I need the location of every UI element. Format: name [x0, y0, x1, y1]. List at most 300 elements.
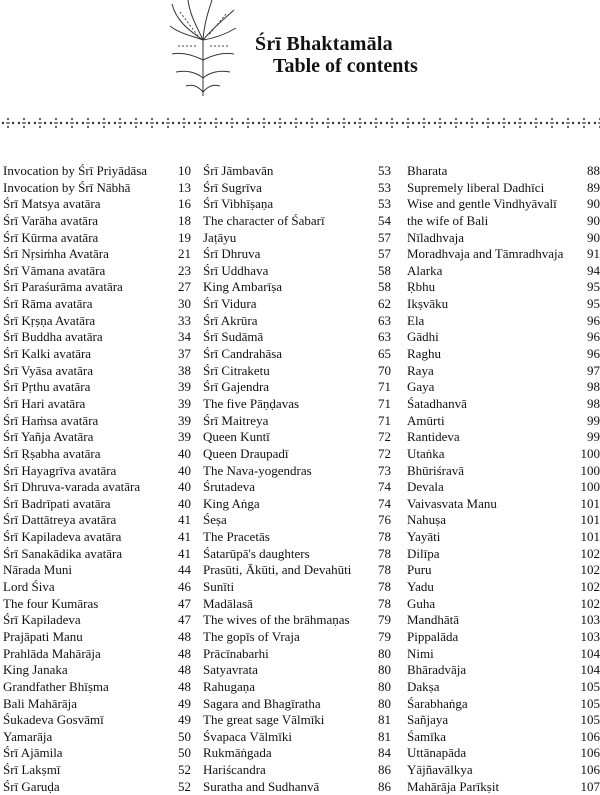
entry-page-number: 63: [378, 313, 391, 330]
entry-page-number: 104: [581, 646, 600, 663]
entry-title: Rukmāṅgada: [203, 745, 272, 762]
toc-entry: [203, 180, 391, 197]
entry-title: Yayāti: [407, 529, 440, 546]
toc-entry: [407, 296, 600, 313]
entry-title: Śrī Dhruva: [203, 246, 260, 263]
entry-page-number: 73: [378, 463, 391, 480]
entry-page-number: 50: [178, 745, 191, 762]
toc-entry: [407, 446, 600, 463]
flower-illustration: [168, 0, 238, 98]
entry-page-number: 97: [587, 363, 600, 380]
entry-title: Śrī Dattātreya avatāra: [3, 512, 116, 529]
entry-page-number: 39: [178, 413, 191, 430]
entry-title: Jaṭāyu: [203, 230, 236, 247]
entry-title: Śrī Vāmana avatāra: [3, 263, 105, 280]
entry-title: Amūrti: [407, 413, 445, 430]
entry-title: Yadu: [407, 579, 434, 596]
entry-page-number: 40: [178, 496, 191, 513]
entry-title: The wives of the brāhmaṇas: [203, 612, 350, 629]
entry-title: King Janaka: [3, 662, 68, 679]
entry-page-number: 19: [178, 230, 191, 247]
entry-title: Wise and gentle Vindhyāvalī: [407, 196, 557, 213]
entry-page-number: 16: [178, 196, 191, 213]
toc-entry: [203, 496, 391, 513]
toc-entry: [407, 546, 600, 563]
toc-entry: [3, 529, 191, 546]
toc-entry: [203, 612, 391, 629]
entry-page-number: 80: [378, 662, 391, 679]
toc-entry: [407, 646, 600, 663]
entry-page-number: 52: [178, 762, 191, 779]
entry-title: Nārada Muni: [3, 562, 72, 579]
toc-entry: [203, 712, 391, 729]
entry-page-number: 78: [378, 579, 391, 596]
entry-page-number: 76: [378, 512, 391, 529]
entry-page-number: 72: [378, 446, 391, 463]
toc-entry: [407, 279, 600, 296]
entry-page-number: 39: [178, 429, 191, 446]
toc-entry: [203, 579, 391, 596]
entry-page-number: 102: [581, 546, 600, 563]
entry-page-number: 27: [178, 279, 191, 296]
toc-entry: [3, 263, 191, 280]
entry-title: Bhāradvāja: [407, 662, 466, 679]
entry-page-number: 81: [378, 712, 391, 729]
toc-entry: [407, 612, 600, 629]
entry-page-number: 86: [378, 779, 391, 795]
entry-title: Sunīti: [203, 579, 234, 596]
entry-title: Puru: [407, 562, 432, 579]
toc-entry: [3, 446, 191, 463]
entry-title: Moradhvaja and Tāmradhvaja: [407, 246, 563, 263]
entry-page-number: 47: [178, 612, 191, 629]
toc-entry: [407, 745, 600, 762]
toc-entry: [203, 263, 391, 280]
entry-title: Śrī Kūrma avatāra: [3, 230, 98, 247]
entry-page-number: 101: [581, 529, 600, 546]
entry-page-number: 52: [178, 779, 191, 795]
toc-entry: [203, 230, 391, 247]
entry-page-number: 71: [378, 396, 391, 413]
entry-title: Alarka: [407, 263, 442, 280]
entry-page-number: 58: [378, 279, 391, 296]
toc-entry: [203, 479, 391, 496]
toc-entry: [203, 679, 391, 696]
toc-entry: [203, 629, 391, 646]
entry-title: Raya: [407, 363, 434, 380]
entry-page-number: 98: [587, 379, 600, 396]
toc-entry: [3, 596, 191, 613]
entry-title: The character of Śabarī: [203, 213, 325, 230]
entry-page-number: 71: [378, 379, 391, 396]
entry-title: Dilīpa: [407, 546, 440, 563]
entry-page-number: 41: [178, 546, 191, 563]
entry-title: Bali Mahārāja: [3, 696, 77, 713]
page-title: Table of contents: [273, 55, 418, 78]
entry-title: Śrī Hari avatāra: [3, 396, 85, 413]
entry-title: Śrī Haṁsa avatāra: [3, 413, 98, 430]
toc-entry: [407, 779, 600, 795]
entry-page-number: 104: [581, 662, 600, 679]
entry-title: Śrī Vidura: [203, 296, 257, 313]
entry-title: King Aṅga: [203, 496, 260, 513]
toc-entry: [203, 163, 391, 180]
entry-page-number: 78: [378, 546, 391, 563]
entry-title: Sagara and Bhagīratha: [203, 696, 321, 713]
entry-page-number: 50: [178, 729, 191, 746]
entry-title: The gopīs of Vraja: [203, 629, 300, 646]
entry-page-number: 100: [581, 479, 600, 496]
entry-page-number: 96: [587, 346, 600, 363]
toc-entry: [203, 196, 391, 213]
entry-page-number: 90: [587, 196, 600, 213]
entry-title: Queen Kuntī: [203, 429, 270, 446]
entry-page-number: 53: [378, 196, 391, 213]
toc-entry: [3, 679, 191, 696]
entry-page-number: 72: [378, 429, 391, 446]
entry-page-number: 39: [178, 379, 191, 396]
entry-title: Śrī Hayagrīva avatāra: [3, 463, 116, 480]
toc-entry: [203, 512, 391, 529]
entry-page-number: 95: [587, 296, 600, 313]
toc-entry: [203, 646, 391, 663]
entry-title: Śrī Lakṣmī: [3, 762, 60, 779]
entry-page-number: 40: [178, 463, 191, 480]
toc-entry: [3, 329, 191, 346]
entry-title: Śrī Citraketu: [203, 363, 270, 380]
entry-page-number: 10: [178, 163, 191, 180]
contents-column-3: [407, 163, 600, 795]
entry-page-number: 106: [581, 745, 600, 762]
entry-title: Śatarūpā's daughters: [203, 546, 310, 563]
entry-page-number: 71: [378, 413, 391, 430]
toc-entry: [3, 246, 191, 263]
entry-title: Śamīka: [407, 729, 446, 746]
entry-title: Śrī Garuḍa: [3, 779, 60, 795]
toc-entry: [3, 346, 191, 363]
toc-entry: [3, 163, 191, 180]
toc-entry: [3, 579, 191, 596]
entry-title: Śrī Paraśurāma avatāra: [3, 279, 123, 296]
entry-page-number: 106: [581, 729, 600, 746]
entry-page-number: 44: [178, 562, 191, 579]
toc-entry: [203, 313, 391, 330]
toc-entry: [3, 512, 191, 529]
entry-page-number: 57: [378, 246, 391, 263]
entry-page-number: 88: [587, 163, 600, 180]
entry-page-number: 74: [378, 496, 391, 513]
entry-title: Śrī Sudāmā: [203, 329, 263, 346]
entry-title: Śrī Ajāmila: [3, 745, 63, 762]
toc-entry: [203, 413, 391, 430]
toc-entry: [3, 496, 191, 513]
entry-title: Śrī Buddha avatāra: [3, 329, 103, 346]
entry-title: The five Pāṇḍavas: [203, 396, 299, 413]
entry-title: Guha: [407, 596, 435, 613]
entry-page-number: 86: [378, 762, 391, 779]
entry-title: Gaya: [407, 379, 434, 396]
toc-entry: [203, 329, 391, 346]
entry-title: Queen Draupadī: [203, 446, 289, 463]
entry-page-number: 100: [581, 446, 600, 463]
toc-entry: [407, 413, 600, 430]
entry-page-number: 105: [581, 712, 600, 729]
entry-title: Śrī Yañja Avatāra: [3, 429, 93, 446]
entry-title: Śatadhanvā: [407, 396, 467, 413]
entry-page-number: 46: [178, 579, 191, 596]
entry-title: Ikṣvāku: [407, 296, 448, 313]
toc-entry: [407, 479, 600, 496]
entry-title: Suratha and Sudhanvā: [203, 779, 319, 795]
entry-title: Prajāpati Manu: [3, 629, 83, 646]
entry-title: Śrī Dhruva-varada avatāra: [3, 479, 140, 496]
toc-entry: [203, 596, 391, 613]
toc-entry: [3, 762, 191, 779]
entry-page-number: 81: [378, 729, 391, 746]
entry-title: The great sage Vālmīki: [203, 712, 324, 729]
toc-entry: [203, 246, 391, 263]
entry-title: Mandhātā: [407, 612, 459, 629]
entry-page-number: 58: [378, 263, 391, 280]
entry-title: Nimi: [407, 646, 434, 663]
toc-entry: [3, 230, 191, 247]
entry-title: Dakṣa: [407, 679, 440, 696]
entry-title: Śrī Sanakādika avatāra: [3, 546, 122, 563]
entry-page-number: 48: [178, 646, 191, 663]
entry-page-number: 98: [587, 396, 600, 413]
entry-title: The Nava-yogendras: [203, 463, 312, 480]
toc-entry: [203, 279, 391, 296]
entry-title: Lord Śiva: [3, 579, 55, 596]
entry-page-number: 102: [581, 562, 600, 579]
entry-title: Śrī Candrahāsa: [203, 346, 282, 363]
toc-entry: [407, 662, 600, 679]
toc-entry: [203, 662, 391, 679]
toc-entry: [203, 745, 391, 762]
toc-entry: [407, 429, 600, 446]
entry-page-number: 79: [378, 612, 391, 629]
entry-page-number: 53: [378, 180, 391, 197]
toc-entry: [407, 512, 600, 529]
toc-entry: [407, 529, 600, 546]
toc-entry: [407, 679, 600, 696]
entry-page-number: 95: [587, 279, 600, 296]
entry-page-number: 21: [178, 246, 191, 263]
entry-page-number: 78: [378, 596, 391, 613]
toc-entry: [3, 429, 191, 446]
toc-entry: [203, 529, 391, 546]
book-title: Śrī Bhaktamāla: [255, 33, 393, 56]
entry-page-number: 94: [587, 263, 600, 280]
toc-entry: [407, 263, 600, 280]
entry-page-number: 37: [178, 346, 191, 363]
entry-page-number: 49: [178, 712, 191, 729]
toc-entry: [203, 546, 391, 563]
entry-title: King Ambarīṣa: [203, 279, 282, 296]
entry-title: Rahugaṇa: [203, 679, 255, 696]
toc-entry: [3, 546, 191, 563]
entry-page-number: 99: [587, 429, 600, 446]
entry-page-number: 41: [178, 529, 191, 546]
entry-title: Śrī Pṛthu avatāra: [3, 379, 90, 396]
entry-title: Śrī Gajendra: [203, 379, 269, 396]
entry-page-number: 89: [587, 180, 600, 197]
contents-column-1: [3, 163, 191, 795]
entry-title: Grandfather Bhīṣma: [3, 679, 109, 696]
toc-entry: [203, 463, 391, 480]
toc-entry: [407, 196, 600, 213]
entry-title: Pippalāda: [407, 629, 458, 646]
entry-title: Invocation by Śrī Nābhā: [3, 180, 130, 197]
entry-title: Sañjaya: [407, 712, 448, 729]
entry-title: Hariścandra: [203, 762, 266, 779]
entry-title: Yājñavālkya: [407, 762, 473, 779]
entry-page-number: 48: [178, 662, 191, 679]
entry-page-number: 80: [378, 646, 391, 663]
toc-entry: [407, 363, 600, 380]
entry-title: Mahārāja Parīkṣit: [407, 779, 499, 795]
toc-entry: [203, 213, 391, 230]
toc-entry: [407, 163, 600, 180]
toc-entry: [3, 745, 191, 762]
toc-entry: [3, 612, 191, 629]
entry-title: Nīladhvaja: [407, 230, 464, 247]
toc-entry: [407, 313, 600, 330]
entry-title: Yamarāja: [3, 729, 52, 746]
toc-entry: [407, 329, 600, 346]
toc-entry: [3, 562, 191, 579]
toc-entry: [3, 396, 191, 413]
entry-page-number: 78: [378, 529, 391, 546]
toc-entry: [407, 496, 600, 513]
entry-page-number: 101: [581, 496, 600, 513]
entry-page-number: 23: [178, 263, 191, 280]
entry-page-number: 57: [378, 230, 391, 247]
toc-entry: [3, 379, 191, 396]
toc-entry: [407, 379, 600, 396]
entry-title: the wife of Bali: [407, 213, 488, 230]
toc-entry: [3, 213, 191, 230]
entry-page-number: 91: [587, 246, 600, 263]
toc-entry: [3, 196, 191, 213]
toc-entry: [407, 246, 600, 263]
entry-page-number: 41: [178, 512, 191, 529]
entry-page-number: 102: [581, 579, 600, 596]
toc-entry: [3, 296, 191, 313]
entry-page-number: 70: [378, 363, 391, 380]
entry-page-number: 80: [378, 679, 391, 696]
toc-entry: [203, 429, 391, 446]
entry-page-number: 34: [178, 329, 191, 346]
entry-title: Utaṅka: [407, 446, 445, 463]
entry-title: Uttānapāda: [407, 745, 466, 762]
toc-entry: [203, 346, 391, 363]
entry-title: Nahuṣa: [407, 512, 446, 529]
entry-page-number: 106: [581, 762, 600, 779]
toc-entry: [3, 479, 191, 496]
toc-entry: [407, 463, 600, 480]
entry-page-number: 65: [378, 346, 391, 363]
toc-entry: [203, 762, 391, 779]
toc-entry: [407, 346, 600, 363]
toc-entry: [407, 562, 600, 579]
entry-title: The four Kumāras: [3, 596, 98, 613]
toc-entry: [203, 379, 391, 396]
entry-title: Śrī Nṛsiṁha Avatāra: [3, 246, 109, 263]
entry-page-number: 38: [178, 363, 191, 380]
entry-page-number: 107: [581, 779, 600, 795]
toc-entry: [407, 579, 600, 596]
toc-entry: [3, 662, 191, 679]
contents-column-2: [203, 163, 391, 795]
entry-title: Rantideva: [407, 429, 460, 446]
entry-page-number: 48: [178, 679, 191, 696]
entry-title: Śvapaca Vālmīki: [203, 729, 292, 746]
entry-title: Śrī Kapiladeva avatāra: [3, 529, 121, 546]
toc-entry: [203, 729, 391, 746]
entry-page-number: 40: [178, 446, 191, 463]
entry-page-number: 90: [587, 230, 600, 247]
entry-page-number: 40: [178, 479, 191, 496]
entry-page-number: 63: [378, 329, 391, 346]
toc-entry: [3, 279, 191, 296]
entry-page-number: 39: [178, 396, 191, 413]
toc-entry: [3, 313, 191, 330]
entry-page-number: 18: [178, 213, 191, 230]
entry-page-number: 79: [378, 629, 391, 646]
toc-entry: [3, 712, 191, 729]
entry-page-number: 100: [581, 463, 600, 480]
entry-title: Śrī Jāmbavān: [203, 163, 273, 180]
toc-entry: [407, 629, 600, 646]
toc-entry: [3, 413, 191, 430]
entry-page-number: 102: [581, 596, 600, 613]
entry-title: Śrī Varāha avatāra: [3, 213, 98, 230]
toc-entry: [203, 562, 391, 579]
entry-page-number: 13: [178, 180, 191, 197]
toc-entry: [3, 646, 191, 663]
entry-page-number: 48: [178, 629, 191, 646]
entry-title: Śrī Ṛṣabha avatāra: [3, 446, 100, 463]
entry-title: Vaivasvata Manu: [407, 496, 497, 513]
entry-title: Śrī Rāma avatāra: [3, 296, 93, 313]
entry-page-number: 105: [581, 696, 600, 713]
toc-entry: [203, 363, 391, 380]
toc-entry: [203, 446, 391, 463]
entry-title: Śrī Vibhīṣaṇa: [203, 196, 273, 213]
entry-title: Śrī Maitreya: [203, 413, 268, 430]
entry-title: Śrī Kalki avatāra: [3, 346, 91, 363]
toc-entry: [407, 213, 600, 230]
entry-title: Prasūti, Ākūti, and Devahūti: [203, 562, 351, 579]
toc-entry: [3, 729, 191, 746]
decorative-border: [0, 116, 600, 130]
entry-page-number: 101: [581, 512, 600, 529]
entry-title: The Pracetās: [203, 529, 270, 546]
entry-title: Prācīnabarhi: [203, 646, 269, 663]
toc-entry: [203, 779, 391, 795]
entry-page-number: 49: [178, 696, 191, 713]
entry-title: Śrī Akrūra: [203, 313, 258, 330]
toc-entry: [203, 396, 391, 413]
toc-entry: [407, 230, 600, 247]
entry-page-number: 103: [581, 612, 600, 629]
entry-page-number: 78: [378, 562, 391, 579]
entry-page-number: 74: [378, 479, 391, 496]
entry-page-number: 105: [581, 679, 600, 696]
entry-page-number: 62: [378, 296, 391, 313]
entry-page-number: 33: [178, 313, 191, 330]
